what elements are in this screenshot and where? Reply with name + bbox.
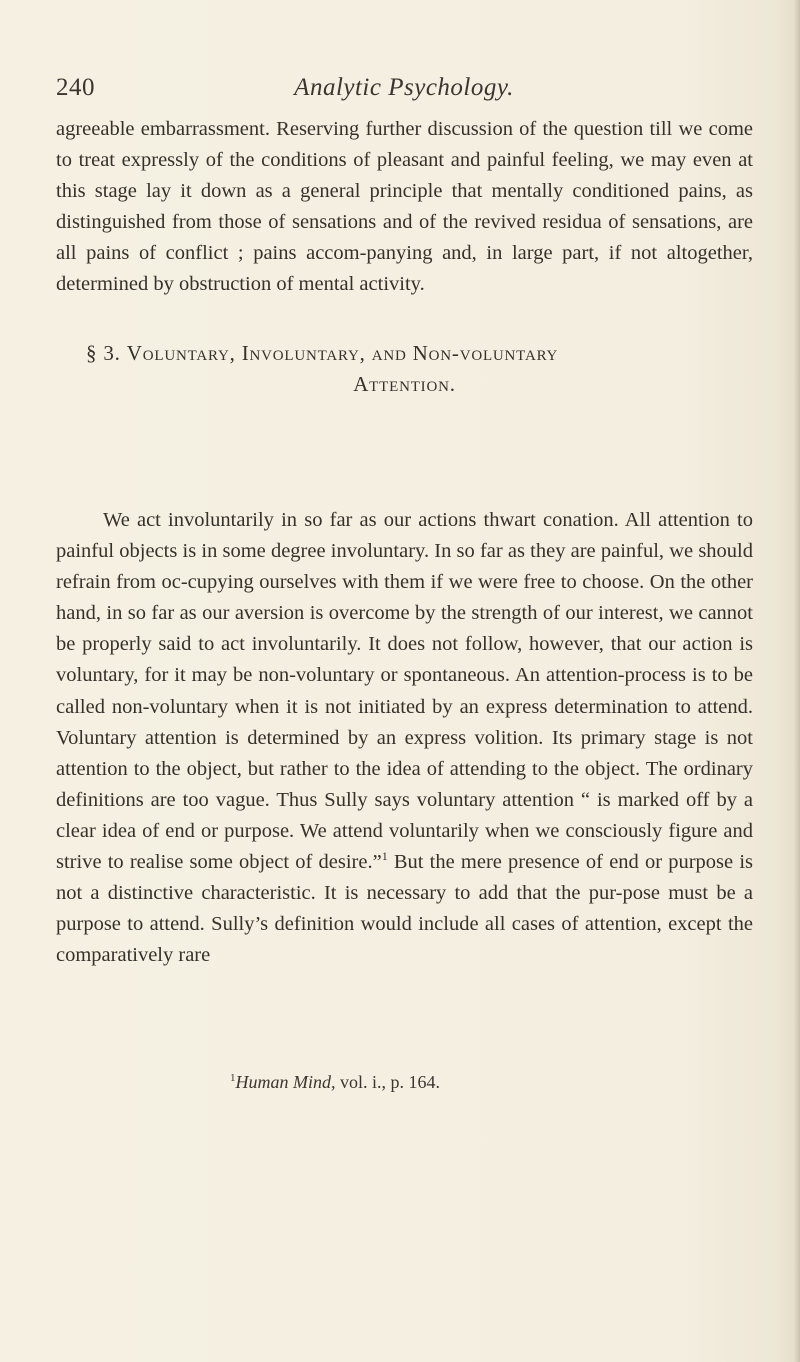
paragraph-1: agreeable embarrassment. Reserving further discussion of the question till we come to treat expressly of the conditions of pleasant and painful feeling, we may even at this stage lay it down as a general principle that mentally conditioned pains, as distinguished from those of sensations and of the revived residua of sensations, are all pains of conflict ; pains accom-panying and, in large part, if not altogether, determined by obstruction of mental activity. xyxy=(56,118,753,296)
footnote-citation: vol. i., p. 164. xyxy=(335,1072,441,1092)
section-heading-line-1 xyxy=(56,338,753,369)
footnote-reference: 1 xyxy=(381,849,388,864)
section-heading xyxy=(56,338,753,400)
paragraph-2-text-a: We act involuntarily in so far as our actions thwart conation. All attention to painful objects is in some degree involuntary. In so far as they are painful, we should refrain from oc-cupying ourselves with them if we were free to choose. On the other hand, in so far as our aversion is overcome by the strength of our interest, we cannot be properly said to act involuntarily. It does not follow, however, that our action is voluntary, for it may be non-voluntary or spontaneous. An attention-process is to be called non-voluntary when it is not initiated by an express determination to attend. Voluntary attention is determined by an express volition. Its primary stage is not attention to the object, but rather to the idea of attending to the object. The ordinary definitions are too vague. Thus Sully says voluntary attention “ is marked off by a clear idea of end or purpose. We attend voluntarily when we consciously figure and strive to realise some object of desire.” xyxy=(56,509,753,874)
footnote-title: Human Mind, xyxy=(235,1072,336,1092)
footnote-mark: 1 xyxy=(230,1072,236,1084)
page-number: 240 xyxy=(56,74,95,101)
section-symbol: § 3. xyxy=(86,341,121,365)
section-title-line-2: Attention. xyxy=(353,372,456,396)
page-edge-shadow xyxy=(794,0,800,1362)
paragraph-2 xyxy=(56,505,753,971)
running-title: Analytic Psychology. xyxy=(294,74,514,101)
footnote xyxy=(230,1066,440,1094)
page-header xyxy=(56,74,752,114)
section-title-line-1: Voluntary, Involuntary, and Non-voluntary xyxy=(126,341,559,365)
paragraph-2-text-b: But the mere presence of end or purpose is not a distinctive characteristic. It is necessary to add that the pur-pose must be a purpose to attend. Sully’s definition would include all cases of attention, except the comparatively rare xyxy=(56,851,753,967)
